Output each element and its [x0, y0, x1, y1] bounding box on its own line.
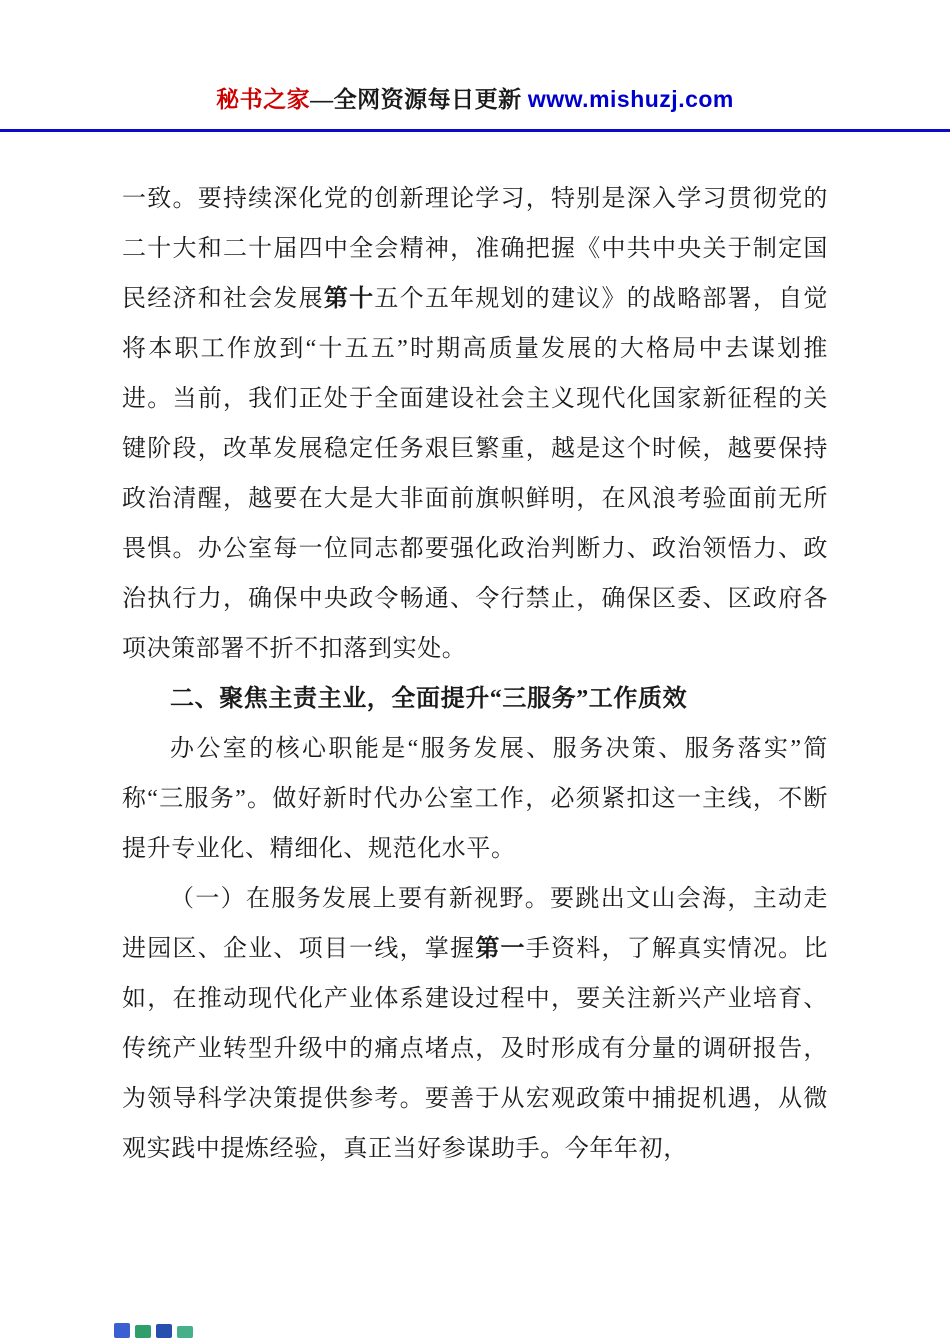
- text-run: 五个五年规划的建议》的战略部署，自觉将本职工作放到“十五五”时期高质量发展的大格局中去谋划推进。当前，我们正处于全面建设社会主义现代化国家新征程的关键阶段，改革发展稳定任务艰巨繁重，越是这个时候，越要保持政治清醒，越要在大是大非面前旗帜鲜明，在风浪考验面前无所畏惧。办公室每一位同志都要强化政治判断力、政治领悟力、政治执行力，确保中央政令畅通、令行禁止，确保区委、区政府各项决策部署不折不扣落到实处。: [122, 286, 828, 662]
- fragment-block-icon: [156, 1324, 172, 1338]
- fragment-block-icon: [135, 1325, 151, 1338]
- brand-name: 秘书之家: [216, 87, 311, 112]
- paragraph-continuation: [122, 174, 828, 674]
- brand-tagline: —全网资源每日更新: [310, 87, 528, 112]
- text-run: 手资料，了解真实情况。比如，在推动现代化产业体系建设过程中，要关注新兴产业培育、传统产业转型升级中的痛点堵点，及时形成有分量的调研报告，为领导科学决策提供参考。要善于从宏观政策中捕捉机遇，从微观实践中提炼经验，真正当好参谋助手。今年年初，: [122, 936, 828, 1162]
- site-url-link[interactable]: www.mishuzj.com: [527, 86, 734, 112]
- text-run: 办公室的核心职能是“服务发展、服务决策、服务落实”简称“三服务”。做好新时代办公室工作，必须紧扣这一主线，不断提升专业化、精细化、规范化水平。: [122, 736, 828, 862]
- text-run-bold: 第一: [475, 936, 526, 962]
- text-run: （一）在服务发展上要有新视野。要跳出文山会海，主动走进园区、企业、项目一线，掌握: [122, 886, 828, 962]
- fragment-block-icon: [177, 1326, 193, 1338]
- section-heading: [122, 674, 828, 724]
- text-run-bold: 第十: [323, 286, 375, 312]
- clipped-next-page-fragment: [114, 1318, 193, 1338]
- fragment-block-icon: [114, 1323, 130, 1338]
- text-run: 一致。要持续深化党的创新理论学习，特别是深入学习贯彻党的二十大和二十届四中全会精神，准确把握《中共中央关于制定国民经济和社会发展: [122, 186, 828, 312]
- heading-text: 二、聚焦主责主业，全面提升“三服务”工作质效: [170, 686, 688, 712]
- site-header: [0, 84, 950, 115]
- document-body: [0, 174, 950, 1174]
- header-divider: [0, 129, 950, 132]
- paragraph-point-one: [122, 874, 828, 1174]
- paragraph-three-services: [122, 724, 828, 874]
